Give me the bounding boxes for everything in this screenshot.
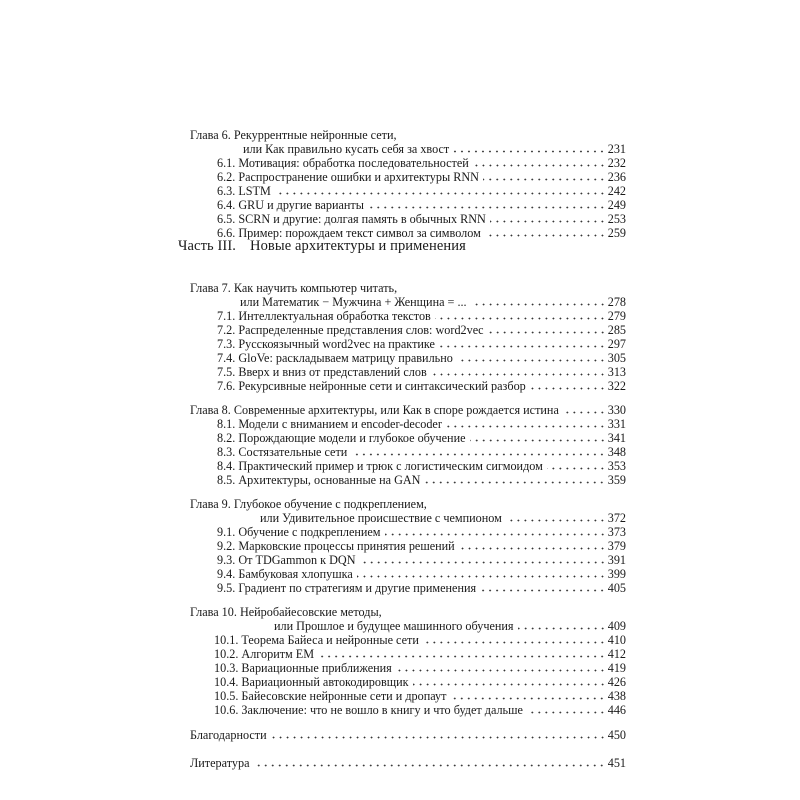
toc-entry-label: 10.3. Вариационные приближения: [214, 661, 392, 675]
toc-entry-label: 7.2. Распределенные представления слов: word2vec: [217, 323, 484, 337]
dot-leader: [275, 192, 606, 195]
toc-entry-page: 450: [607, 728, 626, 742]
toc-entry: [190, 309, 626, 323]
toc-entry-label: 8.4. Практический пример и трюк с логистическим сигмоидом: [217, 459, 543, 473]
toc-entry: [190, 539, 626, 553]
toc-entry-page: 399: [607, 567, 626, 581]
toc-entry-label: Литература: [190, 756, 250, 770]
toc-entry-page: 446: [607, 703, 626, 717]
toc-entry: [190, 351, 626, 365]
dot-leader: [563, 411, 606, 414]
toc-entry-page: 379: [607, 539, 626, 553]
toc-entry-page: 331: [607, 417, 626, 431]
toc-entry: [190, 128, 626, 142]
part-title: Новые архитектуры и применения: [250, 238, 466, 254]
toc-entry: [190, 567, 626, 581]
dot-leader: [450, 697, 605, 700]
toc-entry: [190, 675, 626, 689]
dot-leader: [446, 425, 606, 428]
toc-entry-page: 232: [607, 156, 626, 170]
toc-entry-page: 409: [607, 619, 626, 633]
dot-leader: [488, 331, 606, 334]
toc-entry-page: 242: [607, 184, 626, 198]
toc-entry-label: 9.5. Градиент по стратегиям и другие применения: [217, 581, 477, 595]
toc-entry: [190, 337, 626, 351]
toc-entry-label: Глава 7. Как научить компьютер читать,: [190, 281, 398, 295]
toc-entry-label: Глава 10. Нейробайесовские методы,: [190, 605, 382, 619]
toc-entry-page: 313: [607, 365, 626, 379]
toc-entry-label: 9.2. Марковские процессы принятия решений: [217, 539, 455, 553]
toc-entry: [190, 403, 626, 417]
dot-leader: [485, 234, 606, 237]
toc-entry-page: 330: [607, 403, 626, 417]
toc-entry: [190, 417, 626, 431]
toc-entry-label: 10.6. Заключение: что не вошло в книгу и что будет дальше: [214, 703, 523, 717]
toc-entry-page: 285: [607, 323, 626, 337]
toc-entry: [190, 619, 626, 633]
toc-entry-page: 297: [607, 337, 626, 351]
dot-leader: [435, 317, 606, 320]
toc-entry-page: 278: [607, 295, 626, 309]
dot-leader: [431, 373, 606, 376]
toc-entry-page: 451: [607, 756, 626, 770]
dot-leader: [473, 164, 606, 167]
toc-entry: [190, 525, 626, 539]
toc-entry: [190, 553, 626, 567]
dot-leader: [483, 178, 606, 181]
toc-entry: [190, 756, 626, 770]
toc-entry-label: 6.2. Распространение ошибки и архитектуры RNN: [217, 170, 479, 184]
toc-entry-page: 419: [607, 661, 626, 675]
dot-leader: [439, 345, 606, 348]
toc-entry-page: 249: [607, 198, 626, 212]
toc-entry: [190, 605, 626, 619]
toc-entry: [190, 379, 626, 393]
dot-leader: [527, 711, 606, 714]
toc-entry: [190, 633, 626, 647]
toc-entry-page: 253: [607, 212, 626, 226]
toc-entry-label: 7.3. Русскоязычный word2vec на практике: [217, 337, 435, 351]
toc-entry: [190, 661, 626, 675]
toc-entry-page: 341: [607, 431, 626, 445]
dot-leader: [506, 519, 606, 522]
toc-entry-label: 9.3. От TDGammon к DQN: [217, 553, 356, 567]
toc-entry-label: 6.4. GRU и другие варианты: [217, 198, 364, 212]
toc-entry-label: 6.3. LSTM: [217, 184, 271, 198]
toc-entry-page: 405: [607, 581, 626, 595]
toc-entry-page: 359: [607, 473, 626, 487]
toc-entry: [190, 142, 626, 156]
dot-leader: [357, 575, 606, 578]
toc-entry-label: Глава 8. Современные архитектуры, или Как в споре рождается истина: [190, 403, 559, 417]
toc-entry-label: 10.5. Байесовские нейронные сети и дропаут: [214, 689, 447, 703]
dot-leader: [530, 387, 606, 390]
dot-leader: [459, 547, 606, 550]
toc-entry-label: Благодарности: [190, 728, 267, 742]
toc-entry-page: 410: [607, 633, 626, 647]
toc-entry-page: 412: [607, 647, 626, 661]
dot-leader: [368, 206, 606, 209]
dot-leader: [318, 655, 606, 658]
part-heading: [178, 238, 466, 255]
toc-entry-label: Глава 9. Глубокое обучение с подкреплением,: [190, 497, 427, 511]
toc-entry-label: 10.4. Вариационный автокодировщик: [214, 675, 409, 689]
toc-entry-page: 231: [607, 142, 626, 156]
toc-entry: [190, 212, 626, 226]
toc-entry-page: 426: [607, 675, 626, 689]
toc-entry-page: 305: [607, 351, 626, 365]
toc-entry: [190, 431, 626, 445]
dot-leader: [253, 764, 605, 767]
toc-entry: [190, 170, 626, 184]
toc-entry: [190, 581, 626, 595]
toc-entry: [190, 323, 626, 337]
dot-leader: [396, 669, 606, 672]
toc-entry-label: Глава 6. Рекуррентные нейронные сети,: [190, 128, 397, 142]
toc-entry: [190, 647, 626, 661]
toc-entry-label: 8.5. Архитектуры, основанные на GAN: [217, 473, 421, 487]
dot-leader: [470, 439, 606, 442]
dot-leader: [490, 220, 606, 223]
toc-entry-label: 8.1. Модели с вниманием и encoder-decoder: [217, 417, 442, 431]
toc-entry: [190, 445, 626, 459]
dot-leader: [480, 589, 606, 592]
dot-leader: [413, 683, 606, 686]
toc-entry-label: 6.5. SCRN и другие: долгая память в обычных RNN: [217, 212, 486, 226]
dot-leader: [271, 736, 606, 739]
toc-entry: [190, 728, 626, 742]
dot-leader: [547, 467, 606, 470]
dot-leader: [471, 303, 606, 306]
toc-entry: [190, 511, 626, 525]
toc-entry-label: 7.1. Интеллектуальная обработка текстов: [217, 309, 431, 323]
toc-entry-page: 279: [607, 309, 626, 323]
toc-entry: [190, 184, 626, 198]
toc-entry-label: или Математик − Мужчина + Женщина = ...: [240, 295, 467, 309]
dot-leader: [423, 641, 606, 644]
toc-entry-label: или Удивительное происшествие с чемпионом: [260, 511, 502, 525]
toc-entry: [190, 365, 626, 379]
toc-entry-page: 373: [607, 525, 626, 539]
toc-entry-label: 9.1. Обучение с подкреплением: [217, 525, 381, 539]
dot-leader: [518, 627, 606, 630]
dot-leader: [385, 533, 606, 536]
dot-leader: [424, 481, 605, 484]
toc-entry: [190, 703, 626, 717]
toc-entry: [190, 156, 626, 170]
toc-entry-label: или Прошлое и будущее машинного обучения: [274, 619, 514, 633]
dot-leader: [360, 561, 606, 564]
toc-entry-label: 10.2. Алгоритм EM: [214, 647, 315, 661]
toc-entry: [190, 473, 626, 487]
toc-entry-label: 9.4. Бамбуковая хлопушка: [217, 567, 353, 581]
dot-leader: [453, 150, 605, 153]
dot-leader: [351, 453, 605, 456]
toc-entry-label: 8.3. Состязательные сети: [217, 445, 348, 459]
toc-entry: [190, 295, 626, 309]
toc-entry-page: 348: [607, 445, 626, 459]
toc-entry-label: 7.4. GloVe: раскладываем матрицу правильно: [217, 351, 453, 365]
toc-entry-page: 391: [607, 553, 626, 567]
toc-entry-label: 10.1. Теорема Байеса и нейронные сети: [214, 633, 419, 647]
toc-entry: [190, 497, 626, 511]
toc-entry-page: 438: [607, 689, 626, 703]
part-number: Часть III.: [178, 238, 236, 254]
toc-entry-label: 7.6. Рекурсивные нейронные сети и синтаксический разбор: [217, 379, 526, 393]
dot-leader: [457, 359, 606, 362]
toc-entry-label: 7.5. Вверх и вниз от представлений слов: [217, 365, 427, 379]
toc-entry-page: 259: [607, 226, 626, 240]
toc-entry-page: 322: [607, 379, 626, 393]
toc-entry-label: 8.2. Порождающие модели и глубокое обучение: [217, 431, 466, 445]
toc-entry-label: 6.1. Мотивация: обработка последовательностей: [217, 156, 469, 170]
toc-entry-page: 372: [607, 511, 626, 525]
toc-entry-page: 353: [607, 459, 626, 473]
toc-entry: [190, 198, 626, 212]
toc-entry-label: 6.6. Пример: порождаем текст символ за символом: [217, 226, 481, 240]
toc-entry: [190, 689, 626, 703]
toc-entry: [190, 226, 626, 240]
toc-entry: [190, 459, 626, 473]
toc-entry-page: 236: [607, 170, 626, 184]
toc-entry: [190, 281, 626, 295]
toc-entry-label: или Как правильно кусать себя за хвост: [243, 142, 450, 156]
